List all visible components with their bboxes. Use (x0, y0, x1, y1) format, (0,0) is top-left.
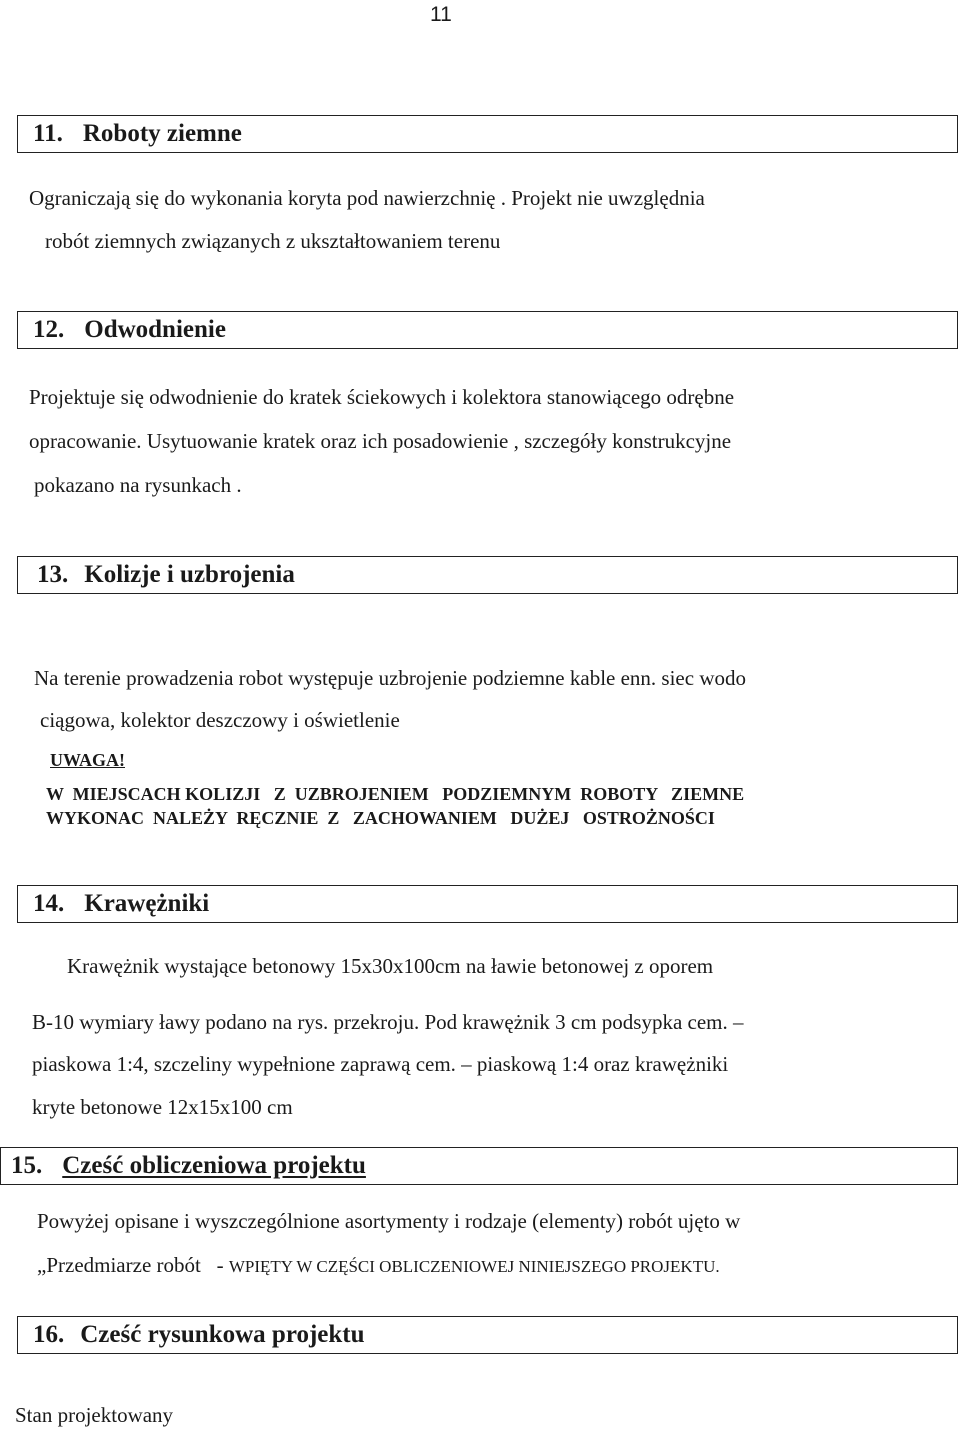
paragraph-line: ciągowa, kolektor deszczowy i oświetlenie (40, 708, 400, 732)
section-title: Roboty ziemne (82, 120, 242, 147)
section-title: Cześć rysunkowa projektu (80, 1321, 365, 1348)
section-16-heading (17, 1316, 958, 1354)
reference-title: „Przedmiarze robót - (37, 1253, 229, 1277)
paragraph-line: Krawężnik wystające betonowy 15x30x100cm na ławie betonowej z oporem (67, 954, 714, 978)
section-title: Krawężniki (84, 890, 210, 917)
paragraph-line (37, 1253, 720, 1278)
section-number: 16. (33, 1321, 65, 1348)
section-number: 11. (33, 120, 63, 147)
section-number: 15. (11, 1152, 43, 1179)
warning-text-line: W MIEJSCACH KOLIZJI Z UZBROJENIEM PODZIEMNYM ROBOTY ZIEMNE (46, 784, 745, 804)
section-title: Kolizje i uzbrojenia (84, 561, 295, 588)
paragraph-line: pokazano na rysunkach . (34, 473, 242, 497)
section-number: 14. (33, 890, 65, 917)
paragraph-line: Stan projektowany (15, 1403, 174, 1427)
section-number: 12. (33, 316, 65, 343)
section-number: 13. (37, 561, 69, 588)
paragraph-line: Projektuje się odwodnienie do kratek ściekowych i kolektora stanowiącego odrębne (29, 385, 735, 409)
paragraph-line: Ograniczają się do wykonania koryta pod nawierzchnię . Projekt nie uwzględnia (29, 186, 705, 210)
section-11-heading (17, 115, 958, 153)
page-number: 11 (430, 3, 452, 26)
paragraph-line: piaskowa 1:4, szczeliny wypełnione zaprawą cem. – piaskową 1:4 oraz krawężniki (32, 1052, 729, 1076)
section-12-heading (17, 311, 958, 349)
paragraph-line: Powyżej opisane i wyszczególnione asortymenty i rodzaje (elementy) robót ujęto w (37, 1209, 741, 1233)
warning-label (50, 750, 125, 771)
section-13-heading (17, 556, 958, 594)
paragraph-line: B-10 wymiary ławy podano na rys. przekroju. Pod krawężnik 3 cm podsypka cem. – (32, 1010, 744, 1034)
section-14-heading (17, 885, 958, 923)
section-title: Odwodnienie (84, 316, 226, 343)
warning-text-line: WYKONAC NALEŻY RĘCZNIE Z ZACHOWANIEM DUŻEJ OSTROŻNOŚCI (46, 808, 715, 828)
paragraph-line: kryte betonowe 12x15x100 cm (32, 1095, 293, 1119)
paragraph-line: robót ziemnych związanych z ukształtowaniem terenu (45, 229, 501, 253)
section-title: Cześć obliczeniowa projektu (62, 1152, 366, 1179)
warning-label-text: UWAGA! (50, 750, 125, 770)
paragraph-line: Na terenie prowadzenia robot występuje uzbrojenie podziemne kable enn. siec wodo (34, 666, 746, 690)
reference-note: WPIĘTY W CZĘŚCI OBLICZENIOWEJ NINIEJSZEGO PROJEKTU. (228, 1257, 720, 1276)
paragraph-line: opracowanie. Usytuowanie kratek oraz ich posadowienie , szczegóły konstrukcyjne (29, 429, 732, 453)
section-15-heading (0, 1147, 958, 1185)
